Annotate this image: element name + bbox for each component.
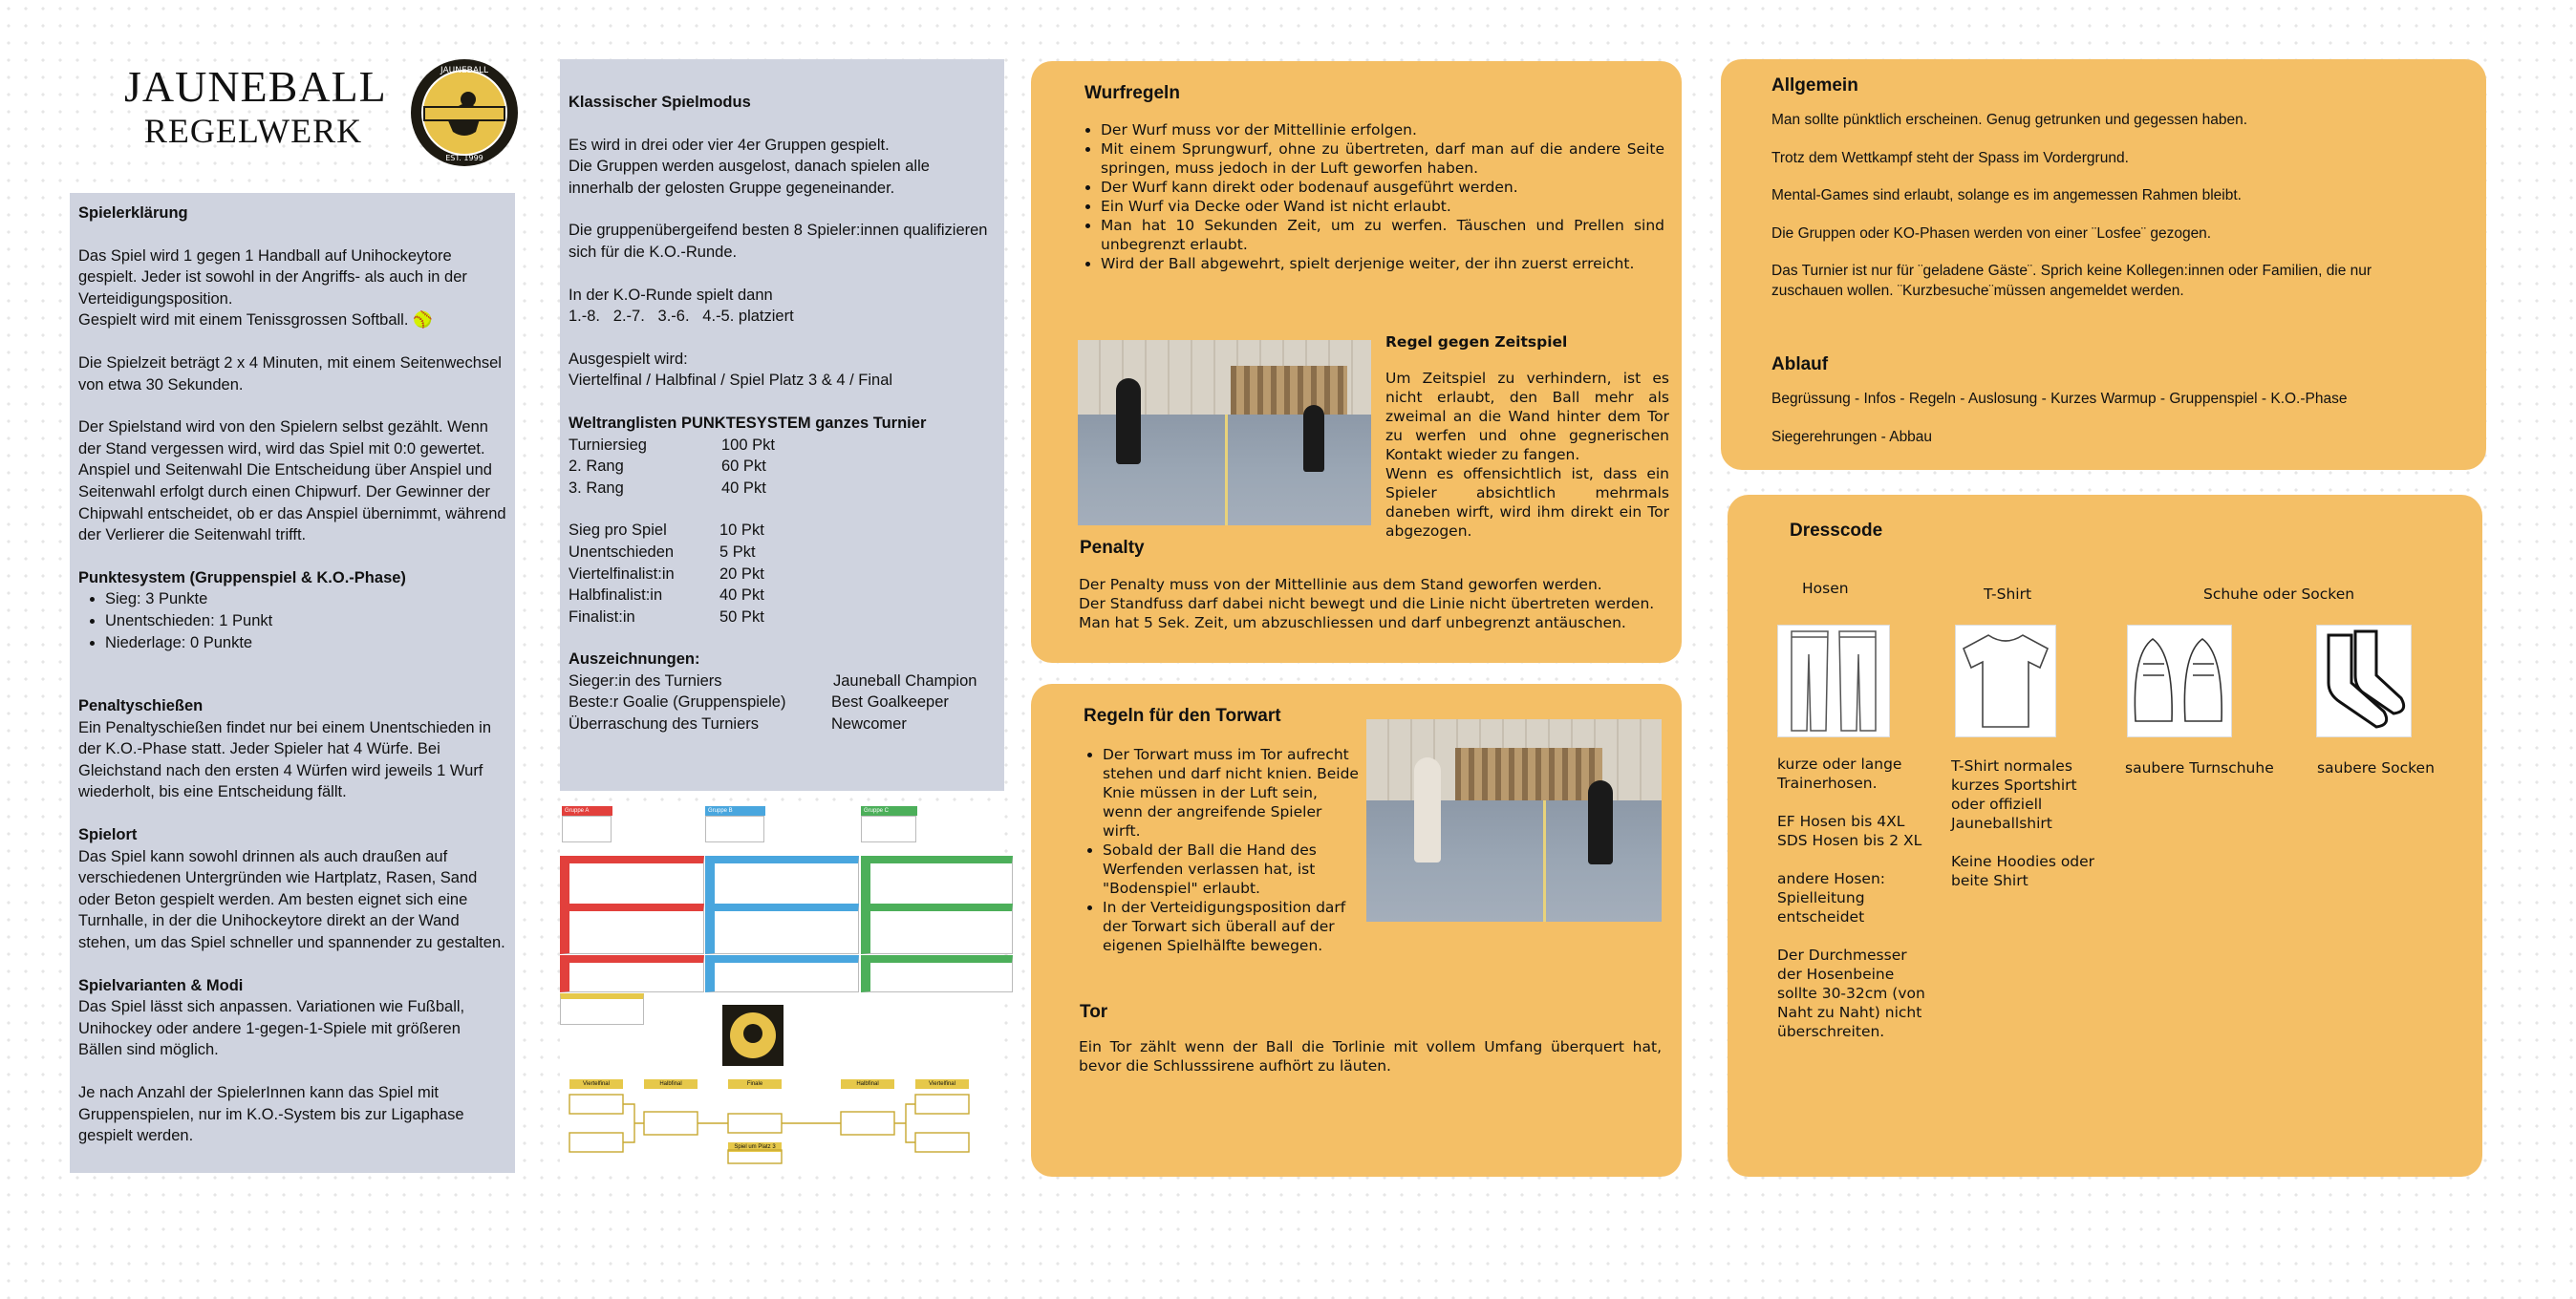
- list-item: • Mit einem Sprungwurf, ohne zu übertreten, darf man auf die andere Seite springen, muss jedoch in der Luft geworfen haben.: [1101, 139, 1664, 178]
- dresscode-card: [1728, 495, 2482, 1177]
- list-item: • Der Torwart muss im Tor aufrecht stehen und darf nicht knien. Beide Knie müssen in der Luft sein, wenn der angreifende Spieler wirft.: [1103, 745, 1361, 841]
- list-item: • Man hat 10 Sekunden Zeit, um zu werfen. Täuschen und Prellen sind unbegrenzt erlaubt.: [1101, 216, 1664, 254]
- schuhe-text: saubere Turnschuhe: [2125, 759, 2274, 777]
- group-b-header: Gruppe B: [705, 806, 765, 816]
- award-row: Beste:r Goalie (Gruppenspiele) Best Goalkeeper: [569, 693, 949, 712]
- list-item: • Sieg: 3 Punkte: [105, 588, 506, 610]
- penalty-title: Penalty: [1080, 538, 1145, 558]
- goalkeeper-card: [1031, 684, 1682, 1177]
- game-mode-panel: [560, 59, 1004, 791]
- zeit-title: Regel gegen Zeitspiel: [1385, 333, 1568, 351]
- shoes-image: [2127, 625, 2232, 737]
- zeit-text: Um Zeitspiel zu verhindern, ist es nicht erlaubt, den Ball mehr als zweimal an die Wand hinter dem Tor zu werfen und ohne gegnerischen Kontakt wieder zu fangen. Wenn es offensichtlich ist, dass ein Spieler absichtlich mehrmals daneben wirft, wird ihm direkt ein Tor abgezogen.: [1385, 370, 1669, 540]
- mode-p4b: Viertelfinal / Halbfinal / Spiel Platz 3 & 4 / Final: [569, 372, 893, 390]
- group-b-games-2: [705, 904, 859, 954]
- pts-row: Halbfinalist:in 40 Pkt: [569, 586, 764, 605]
- group-b-table: [705, 816, 764, 842]
- pts-row: Finalist:in 50 Pkt: [569, 607, 764, 626]
- socken-text: saubere Socken: [2317, 759, 2435, 777]
- pts-row: Sieg pro Spiel 10 Pkt: [569, 522, 764, 540]
- s1-p2: Gespielt wird mit einem Tenissgrossen Softball. 🥎: [78, 311, 433, 330]
- s5-p2: Je nach Anzahl der SpielerInnen kann das Spiel mit Gruppenspielen, nur im K.O.-System bis zur Ligaphase gespielt werden.: [78, 1084, 464, 1145]
- shirt-text: T-Shirt normales kurzes Sportshirt oder offiziell Jauneballshirt Keine Hoodies oder beite Shirt: [1951, 757, 2095, 889]
- award-row: Überraschung des Turniers Newcomer: [569, 715, 907, 734]
- socks-image: [2316, 625, 2412, 737]
- tournament-sheet: [560, 802, 1004, 1165]
- penalty-text: Der Penalty muss von der Mittellinie aus dem Stand geworfen werden. Der Standfuss darf dabei nicht bewegt und die Linie nicht übertreten werden. Man hat 5 Sek. Zeit, um abzuschliessen und darf unbegrenzt antäuschen.: [1079, 576, 1655, 631]
- rank-row: 3. Rang 40 Pkt: [569, 479, 766, 497]
- group-c-summary: [861, 955, 1013, 992]
- group-c-games-2: [861, 904, 1013, 954]
- award-row: Sieger:in des Turniers Jauneball Champion: [569, 671, 977, 690]
- tor-text: Ein Tor zählt wenn der Ball die Torlinie mit vollem Umfang überquert hat, bevor die Schlusssirene aufhört zu läuten.: [1079, 1038, 1662, 1075]
- list-item: • Unentschieden: 1 Punkt: [105, 610, 506, 632]
- group-b-games-1: [705, 856, 859, 906]
- pts-row: Viertelfinalist:in 20 Pkt: [569, 564, 764, 583]
- pts-row: Unentschieden 5 Pkt: [569, 543, 756, 561]
- sheet-logo: [722, 1005, 784, 1066]
- title-line1: JAUNEBALL: [124, 62, 387, 111]
- bracket-vf-right: Viertelfinal: [915, 1079, 969, 1089]
- group-a-header: Gruppe A: [562, 806, 612, 816]
- rank-row: 2. Rang 60 Pkt: [569, 458, 766, 476]
- dress-h-hosen: Hosen: [1802, 580, 1849, 597]
- logo-text-top: JAUNEBALL: [440, 66, 489, 75]
- list-item: • In der Verteidigungsposition darf der Torwart sich überall auf der eigenen Spielhälfte bewegen.: [1103, 898, 1361, 955]
- goalkeeper-photo: [1366, 719, 1662, 922]
- list-item: • Wird der Ball abgewehrt, spielt derjenige weiter, der ihn zuerst erreicht.: [1101, 254, 1664, 273]
- group-b-summary: [705, 955, 859, 992]
- group-a-games-1: [560, 856, 704, 906]
- s5-title: Spielvarianten & Modi: [78, 976, 244, 994]
- s1-p1: Das Spiel wird 1 gegen 1 Handball auf Unihockeytore gespielt. Jeder ist sowohl in der Angriffs- als auch in der Verteidigungsposition.: [78, 246, 467, 308]
- mode-p4a: Ausgespielt wird:: [569, 350, 688, 368]
- throw-rules-card: [1031, 61, 1682, 663]
- ablauf-title: Ablauf: [1771, 354, 1829, 374]
- bracket-lines: [560, 1089, 1004, 1165]
- torwart-title: Regeln für den Torwart: [1084, 706, 1281, 726]
- mode-p2: Die gruppenübergeifend besten 8 Spieler:innen qualifizieren sich für die K.O.-Runde.: [569, 222, 988, 261]
- pants-image: [1777, 625, 1890, 737]
- bracket-final: Finale: [728, 1079, 782, 1089]
- award-title: Auszeichnungen:: [569, 650, 700, 669]
- mode-p1b: Die Gruppen werden ausgelost, danach spielen alle innerhalb der gelosten Gruppe gegeneinander.: [569, 158, 930, 197]
- bracket-third-place: Spiel um Platz 3: [728, 1142, 782, 1152]
- s3-p: Ein Penaltyschießen findet nur bei einem Unentschieden in der K.O.-Phase statt. Jeder Spieler hat 4 Würfe. Bei Gleichstand nach den ersten 4 Würfen wird jeweils 1 Wurf wiederholt, bis eine Entscheidung fällt.: [78, 718, 492, 801]
- logo-text-bottom: EST. 1999: [445, 154, 483, 162]
- s1-p4: Der Spielstand wird von den Spielern selbst gezählt. Wenn der Stand vergessen wird, wird das Spiel mit 0:0 gewertet. Anspiel und Seitenwahl Die Entscheidung über Anspiel und Seitenwahl erfolgt durch einen Chipwurf. Der Gewinner der Chipwahl entscheidet, ob er das Anspiel übernimmt, während der Verlierer die Seitenwahl trifft.: [78, 418, 506, 544]
- list-item: • Der Wurf muss vor der Mittellinie erfolgen.: [1101, 120, 1664, 139]
- dress-h-shirt: T-Shirt: [1984, 586, 2032, 603]
- dress-h-schuhe: Schuhe oder Socken: [2203, 586, 2355, 603]
- group-a-summary: [560, 955, 704, 992]
- s5-p1: Das Spiel lässt sich anpassen. Variationen wie Fußball, Unihockey oder andere 1-gegen-1-Spiele mit größeren Bällen sind möglich.: [78, 998, 465, 1059]
- group-c-header: Gruppe C: [861, 806, 917, 816]
- bracket-hf-left: Halbfinal: [644, 1079, 698, 1089]
- title-line2: REGELWERK: [143, 112, 363, 150]
- mode-p3a: In der K.O-Runde spielt dann: [569, 286, 773, 304]
- throw-photo: [1078, 340, 1371, 525]
- mode-p3b: 1.-8. 2.-7. 3.-6. 4.-5. platziert: [569, 308, 794, 326]
- rules-panel-left: [70, 193, 515, 1173]
- group-c-table: [861, 816, 916, 842]
- s1-p3: Die Spielzeit beträgt 2 x 4 Minuten, mit einem Seitenwechsel von etwa 30 Sekunden.: [78, 353, 502, 394]
- list-item: • Ein Wurf via Decke oder Wand ist nicht erlaubt.: [1101, 197, 1664, 216]
- list-item: • Niederlage: 0 Punkte: [105, 632, 506, 654]
- s3-title: Penaltyschießen: [78, 697, 204, 715]
- s4-title: Spielort: [78, 826, 138, 844]
- jauneball-logo: [409, 57, 520, 168]
- bracket-hf-right: Halbfinal: [841, 1079, 894, 1089]
- tor-title: Tor: [1080, 1002, 1108, 1022]
- group-c-games-1: [861, 856, 1013, 906]
- shirt-image: [1955, 625, 2056, 737]
- list-item: • Der Wurf kann direkt oder bodenauf ausgeführt werden.: [1101, 178, 1664, 197]
- mode-p1a: Es wird in drei oder vier 4er Gruppen gespielt.: [569, 136, 890, 154]
- points-list: [78, 588, 506, 653]
- page-title: [124, 62, 387, 151]
- hosen-text: kurze oder lange Trainerhosen. EF Hosen bis 4XL SDS Hosen bis 2 XL andere Hosen: Spielleitung entscheidet Der Durchmesser der Hosenbeine sollte 30-32cm (von Naht zu Naht) nicht überschreiten.: [1777, 756, 1925, 1040]
- torwart-list: [1076, 745, 1361, 955]
- wurf-title: Wurfregeln: [1084, 83, 1180, 103]
- wurf-list: [1074, 120, 1664, 273]
- s2-title: Punktesystem (Gruppenspiel & K.O.-Phase): [78, 568, 406, 586]
- dress-title: Dresscode: [1790, 521, 1883, 541]
- rank-row: Turniersieg 100 Pkt: [569, 436, 775, 454]
- general-card: [1721, 59, 2486, 470]
- s4-p: Das Spiel kann sowohl drinnen als auch draußen auf verschiedenen Untergründen wie Hartplatz, Rasen, Sand oder Beton gespielt werden. Am besten eignet sich eine Turnhalle, in der die Unihockeytore direkt an der Wand stehen, um das Spiel schneller und spannender zu gestalten.: [78, 847, 505, 952]
- list-item: • Sobald der Ball die Hand des Werfenden verlassen hat, ist "Bodenspiel" erlaubt.: [1103, 841, 1361, 898]
- bracket-vf-left: Viertelfinal: [569, 1079, 623, 1089]
- mode-title: Klassischer Spielmodus: [569, 94, 751, 111]
- ablauf-text: Begrüssung - Infos - Regeln - Auslosung - Kurzes Warmup - Gruppenspiel - K.O.-Phase Siegerehrungen - Abbau: [1771, 391, 2348, 445]
- rank-title: Weltranglisten PUNKTESYSTEM ganzes Turnier: [569, 414, 927, 432]
- group-a-games-2: [560, 904, 704, 954]
- s1-title: Spielerklärung: [78, 204, 188, 222]
- ranking-mini: [560, 993, 644, 1025]
- group-a-table: [562, 816, 612, 842]
- allg-text: Man sollte pünktlich erscheinen. Genug getrunken und gegessen haben. Trotz dem Wettkampf steht der Spass im Vordergrund. Mental-Games sind erlaubt, solange es im angemessen Rahmen bleibt. Die Gruppen oder KO-Phasen werden von einer ¨Losfee¨ gezogen. Das Turnier ist nur für ¨geladene Gäste¨. Sprich keine Kollegen:innen oder Familien, die nur zuschauen wollen. ¨Kurzbesuche¨müssen angemeldet werden.: [1771, 112, 2372, 299]
- allg-title: Allgemein: [1771, 75, 1858, 96]
